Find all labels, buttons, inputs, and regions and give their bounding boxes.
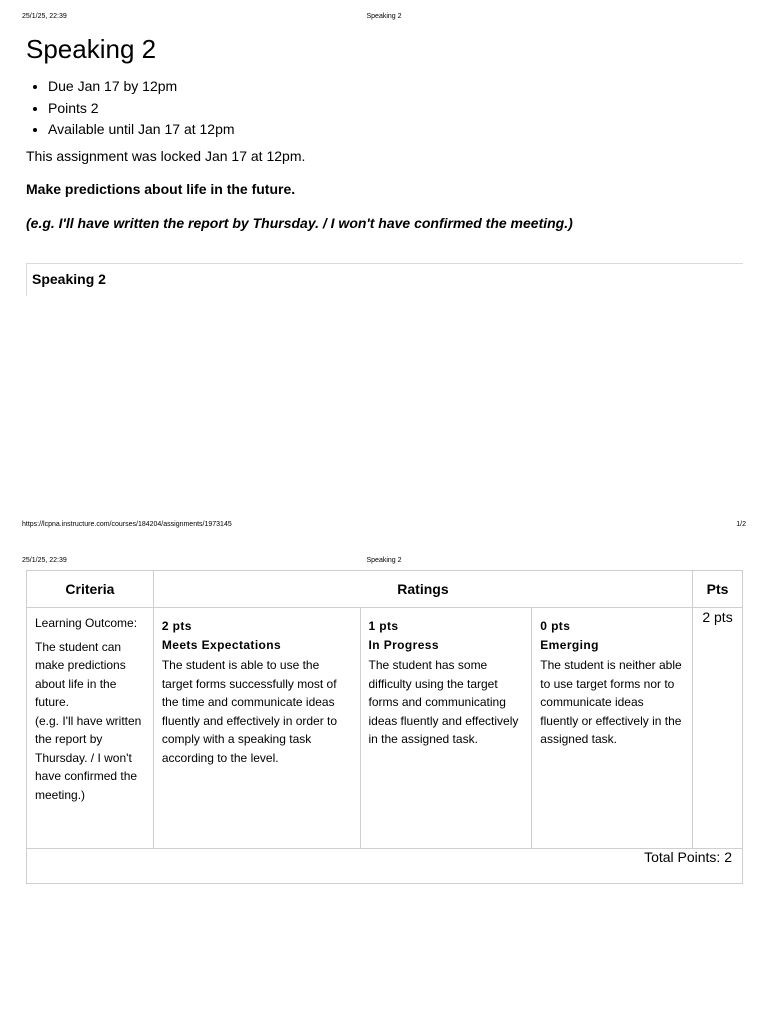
print-header-datetime: 25/1/25, 22:39 <box>22 13 67 20</box>
criterion-description <box>35 638 145 805</box>
rating-name: Emerging <box>540 637 599 652</box>
rating-points: 0 pts <box>540 619 571 633</box>
print-header-datetime-page2: 25/1/25, 22:39 <box>22 557 67 564</box>
assignment-example: (e.g. I'll have written the report by Thursday. / I won't have confirmed the meeting.) <box>26 215 573 231</box>
print-header-title-page2: Speaking 2 <box>366 557 402 564</box>
locked-notice: This assignment was locked Jan 17 at 12pm. <box>26 148 306 164</box>
total-points: Total Points: 2 <box>27 849 743 884</box>
rubric-title-divider <box>26 264 27 296</box>
rating-name: Meets Expectations <box>161 637 282 652</box>
criterion-cell <box>27 608 154 849</box>
print-footer-page: 1/2 <box>736 521 746 528</box>
rating-emerging <box>532 608 693 849</box>
total-row <box>27 849 743 884</box>
points: • Points 2 <box>48 98 235 120</box>
ratings-header: Ratings <box>153 571 692 608</box>
rating-points: 1 pts <box>368 619 399 633</box>
criterion-row <box>27 608 743 849</box>
rating-points: 2 pts <box>161 619 192 633</box>
criterion-description-text: The student can make predictions about life in the future. <box>35 639 126 709</box>
rating-name: In Progress <box>368 637 439 652</box>
criterion-label: Learning Outcome: <box>35 616 138 630</box>
rating-description: The student has some difficulty using the target forms and communicating ideas fluently and effectively in the assigned task. <box>368 658 519 746</box>
availability: • Available until Jan 17 at 12pm <box>48 119 235 141</box>
due-date: • Due Jan 17 by 12pm <box>48 76 235 98</box>
criteria-header: Criteria <box>27 571 154 608</box>
criterion-example: (e.g. I'll have written the report by Thursday. / I won't have confirmed the meeting.) <box>35 713 142 802</box>
rating-in-progress <box>360 608 532 849</box>
rubric-title: Speaking 2 <box>32 271 106 287</box>
rating-meets-expectations <box>153 608 360 849</box>
page-title: Speaking 2 <box>26 34 157 64</box>
rubric-table <box>26 570 743 884</box>
rubric-title-bar <box>26 263 743 296</box>
rating-description: The student is able to use the target forms successfully most of the time and communicate ideas fluently and effectively in order to comply with a speaking task according to the level. <box>161 658 338 765</box>
assignment-details <box>26 76 235 141</box>
assignment-prompt: Make predictions about life in the future. <box>26 181 296 197</box>
print-footer-url: https://lcpna.instructure.com/courses/184204/assignments/1973145 <box>22 521 232 528</box>
rating-description: The student is neither able to use target forms nor to communicate ideas fluently or effectively in the assigned task. <box>540 658 682 746</box>
criterion-points: 2 pts <box>693 608 743 849</box>
print-header-title: Speaking 2 <box>366 13 402 20</box>
rubric-header-row <box>27 571 743 608</box>
pts-header: Pts <box>693 571 743 608</box>
